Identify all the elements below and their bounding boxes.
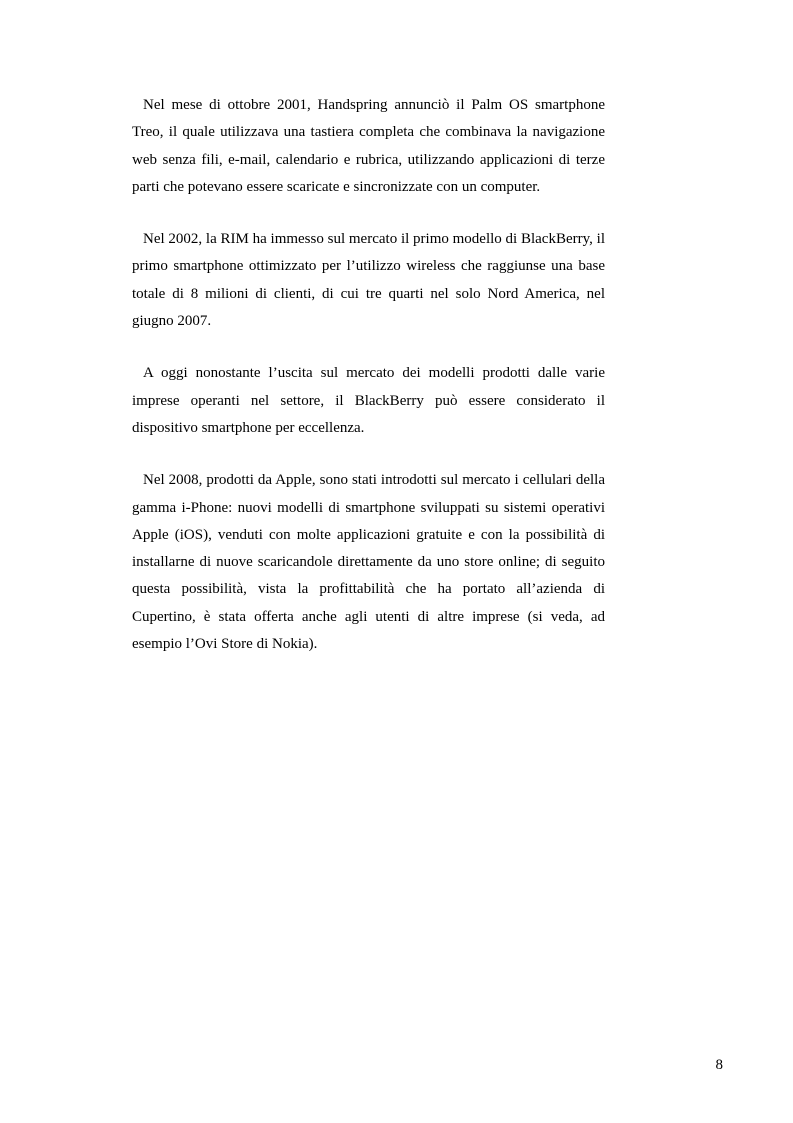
paragraph-treo: Nel mese di ottobre 2001, Handspring annunciò il Palm OS smartphone Treo, il quale utilizzava una tastiera completa che combinava la navigazione web senza fili, e-mail, calendario e rubrica, utilizzando applicazioni di terze parti che potevano essere scaricate e sincronizzate con un computer. bbox=[132, 97, 605, 195]
paragraph-blackberry-2002: Nel 2002, la RIM ha immesso sul mercato il primo modello di BlackBerry, il primo smartphone ottimizzato per l’utilizzo wireless che raggiunse una base totale di 8 milioni di clienti, di cui tre quarti nel solo Nord America, nel giugno 2007. bbox=[132, 231, 605, 330]
paragraph-blackberry-today: A oggi nonostante l’uscita sul mercato dei modelli prodotti dalle varie imprese operanti nel settore, il BlackBerry può essere considerato il dispositivo smartphone per eccellenza. bbox=[132, 365, 605, 436]
body-text bbox=[132, 92, 605, 683]
page-number: 8 bbox=[715, 1057, 723, 1073]
paragraph-iphone-2008: Nel 2008, prodotti da Apple, sono stati introdotti sul mercato i cellulari della gamma i-Phone: nuovi modelli di smartphone sviluppati su sistemi operativi Apple (iOS), venduti con molte applicazioni gratuite e con la possibilità di installarne di nuove scaricandole direttamente da uno store online; di seguito questa possibilità, vista la profittabilità che ha portato all’azienda di Cupertino, è stata offerta anche agli utenti di altre imprese (si veda, ad esempio l’Ovi Store di Nokia). bbox=[132, 472, 605, 653]
